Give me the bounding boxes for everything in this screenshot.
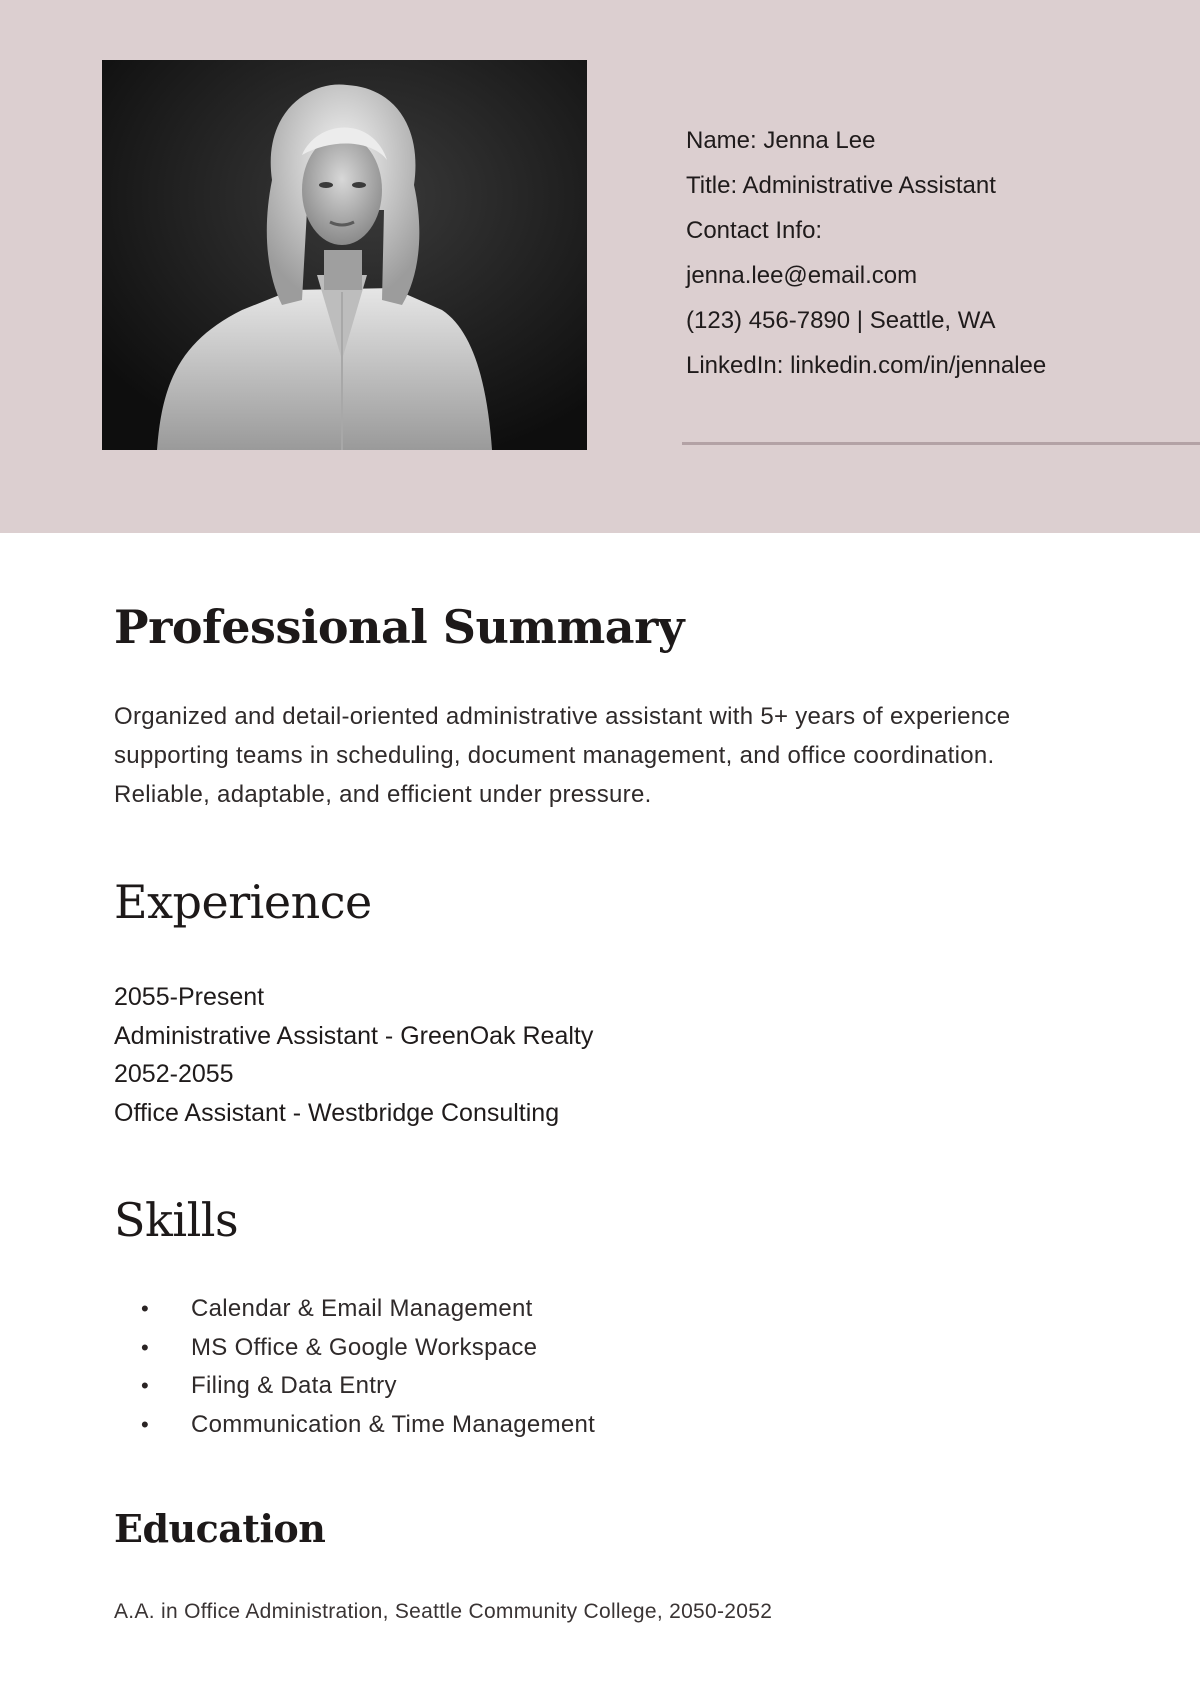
bullet-icon: •: [141, 1411, 150, 1437]
experience-role: Office Assistant - Westbridge Consulting: [114, 1098, 560, 1127]
section-title-education: Education: [114, 1506, 326, 1551]
experience-dates: 2052-2055: [114, 1060, 234, 1088]
skill-label: MS Office & Google Workspace: [191, 1333, 538, 1361]
contact-email: jenna.lee@email.com: [686, 262, 918, 289]
contact-name: Name: Jenna Lee: [686, 127, 876, 154]
portrait-image: [102, 60, 587, 450]
section-title-skills: Skills: [114, 1193, 239, 1247]
skill-item: [114, 1329, 914, 1368]
summary-text: Organized and detail-oriented administrative assistant with 5+ years of experience supporting teams in scheduling, document management, and office coordination. Reliable, adaptable, and efficient under pressure.: [114, 703, 1011, 808]
education-text: A.A. in Office Administration, Seattle Community College, 2050-2052: [114, 1600, 773, 1623]
header-divider: [682, 442, 1200, 445]
contact-phone-location: (123) 456-7890 | Seattle, WA: [686, 307, 996, 334]
skill-label: Calendar & Email Management: [191, 1295, 533, 1322]
skill-item: [114, 1290, 914, 1329]
contact-info: [686, 118, 1186, 388]
bullet-icon: •: [141, 1334, 150, 1360]
experience-list: [114, 978, 914, 1132]
profile-photo: [102, 60, 587, 450]
skill-item: [114, 1367, 914, 1406]
experience-dates: 2055-Present: [114, 983, 265, 1011]
contact-info-label: Contact Info:: [686, 217, 823, 244]
contact-linkedin: LinkedIn: linkedin.com/in/jennalee: [686, 352, 1047, 379]
section-title-experience: Experience: [114, 875, 372, 929]
skill-item: [114, 1406, 914, 1445]
skill-label: Filing & Data Entry: [191, 1372, 397, 1399]
skills-list: [114, 1290, 914, 1444]
bullet-icon: •: [141, 1296, 150, 1321]
section-title-summary: Professional Summary: [114, 600, 685, 654]
skill-label: Communication & Time Management: [191, 1410, 596, 1438]
contact-title: Title: Administrative Assistant: [686, 172, 996, 199]
experience-role: Administrative Assistant - GreenOak Realty: [114, 1021, 594, 1050]
bullet-icon: •: [141, 1373, 150, 1398]
